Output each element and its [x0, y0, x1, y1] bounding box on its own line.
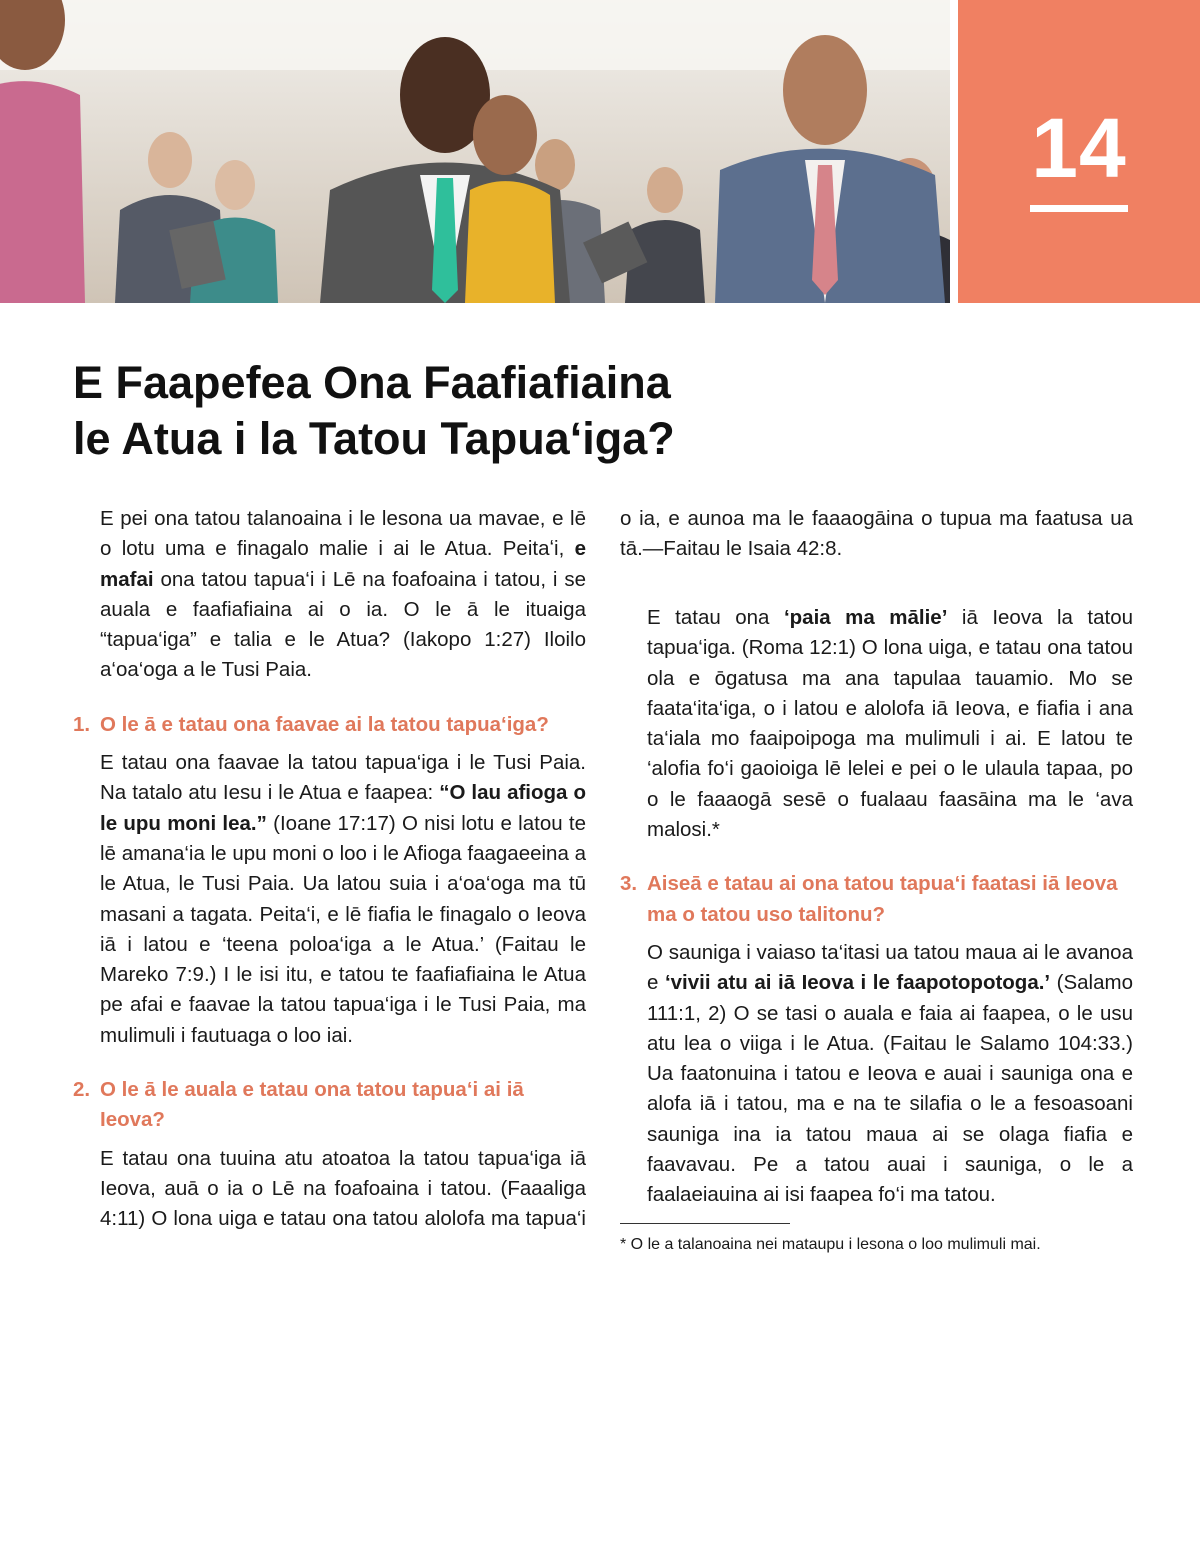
footnote: * O le a talanoaina nei mataupu i lesona o loo mulimuli mai. [620, 1235, 1041, 1253]
lesson-badge [958, 0, 1200, 303]
title-line-1: E Faapefea Ona Faafiafiaina [73, 357, 671, 408]
intro-emphasis: e mafai [100, 537, 586, 591]
question-2-heading [73, 1075, 586, 1136]
lesson-title [73, 355, 873, 467]
badge-underline [1030, 205, 1128, 212]
title-line-2: le Atua i la Tatou Tapua‘iga? [73, 413, 675, 464]
hero-photo [0, 0, 950, 303]
answer-2-paragraph-a-continuation: o ia, e aunoa ma le faaaogāina o tupua ma faatusa ua tā.—Faitau le Isaia 42:8. [620, 506, 1133, 561]
question-3-number: 3. [620, 872, 638, 896]
question-1-number: 1. [73, 712, 91, 736]
congregation-singing-illustration [0, 0, 950, 303]
lesson-number: 14 [1031, 101, 1127, 195]
answer-3-paragraph: O sauniga i vaiaso ta‘itasi ua tatou maua ai le avanoa e ‘vivii atu ai iā Ieova i le faapotopotoga.’ (Salamo 111:1, 2) O se tasi o auala e faia ai faapea, o le usu atu lea o viiga i le Atua. (Faitau le Salamo 104:33.) Ua faatonuina i tatou e Ieova e auai i sauniga ona e alofa iā i tatou, ma e na te silafia o le a fesoasoani sauniga ina ia tatou maua ai se olaga fiafia e faavavau. Pe a tatou auai i sauniga, o le a faalaeiauina ai isi faapea fo‘i ma tatou. [647, 940, 1133, 1207]
question-2-number: 2. [73, 1078, 91, 1102]
question-3-text: Aiseā e tatau ai ona tatou tapua‘i faatasi iā Ieova ma o tatou uso talitonu? [647, 872, 1118, 926]
question-2-text: O le ā le auala e tatau ona tatou tapua‘i ai iā Ieova? [100, 1078, 524, 1132]
right-column [620, 504, 1133, 1256]
left-column [73, 504, 586, 1235]
answer-3-emphasis: ‘vivii atu ai iā Ieova i le faapotopotoga.’ [664, 971, 1051, 995]
question-1-heading [73, 710, 586, 740]
question-1-text: O le ā e tatau ona faavae ai la tatou tapua‘iga? [100, 712, 549, 736]
answer-2-emphasis: ‘paia ma mālie’ [783, 606, 948, 629]
question-3-heading [620, 869, 1133, 930]
footnote-divider [620, 1223, 790, 1224]
answer-2-paragraph-a-start [73, 1144, 586, 1235]
answer-2-paragraph-a: E tatau ona tuuina atu atoatoa la tatou tapua‘iga iā Ieova, auā o ia o Lē na foafoaina i tatou. (Faaaliga 4:11) O lona uiga e tatau ona tatou alolofa ma tapua‘i [100, 1146, 586, 1231]
answer-2-paragraph-b: E tatau ona ‘paia ma mālie’ iā Ieova la tatou tapua‘iga. (Roma 12:1) O lona uiga, e tatau ona tatou ola e ōgatusa ma ana tapulaa tauamio. Mo se faata‘ita‘iga, o i latou e alolofa iā Ieova, e fiafia i ana ta‘iala mo faaipoipoga ma mulimuli i ai. E latou te ‘alofia fo‘i gaoioiga lē lelei e pei o le ulaula tapaa, po o le faaaogā sesē o fualaau faasāina ma le ‘ava malosi.* [647, 606, 1134, 842]
answer-1-paragraph: E tatau ona faavae la tatou tapua‘iga i le Tusi Paia. Na tatalo atu Iesu i le Atua e faapea: “O lau afioga o le upu moni lea.” (Ioane 17:17) O nisi lotu e latou te lē amana‘ia le upu moni o loo i le Afioga faagaeeina a le Atua, le Tusi Paia. Ua latou suia i a‘oa‘oga ma tū masani a tagata. Peita‘i, e lē fiafia le finagalo o Ieova iā i latou e ‘teena poloa‘iga a le Atua.’ (Faitau le Mareko 7:9.) I le isi itu, e tatou te faafiafiaina le Atua pe afai e faavae la tatou tapua‘iga i le Tusi Paia, ma mulimuli i fautuaga o loo iai. [100, 751, 586, 1047]
intro-paragraph: E pei ona tatou talanoaina i le lesona ua mavae, e lē o lotu uma e finagalo malie i ai le Atua. Peitaʻi, e mafai ona tatou tapua‘i i Lē na foafoaina i tatou, i se auala e faafiafiaina ai o ia. O le ā le ituaiga “tapua‘iga” e talia e le Atua? (Iakopo 1:27) Iloilo a‘oa‘oga a le Tusi Paia. [100, 507, 586, 682]
answer-2-paragraph-a-continued [620, 504, 1133, 595]
answer-1-quote: “O lau afioga o le upu moni lea.” [100, 781, 586, 835]
